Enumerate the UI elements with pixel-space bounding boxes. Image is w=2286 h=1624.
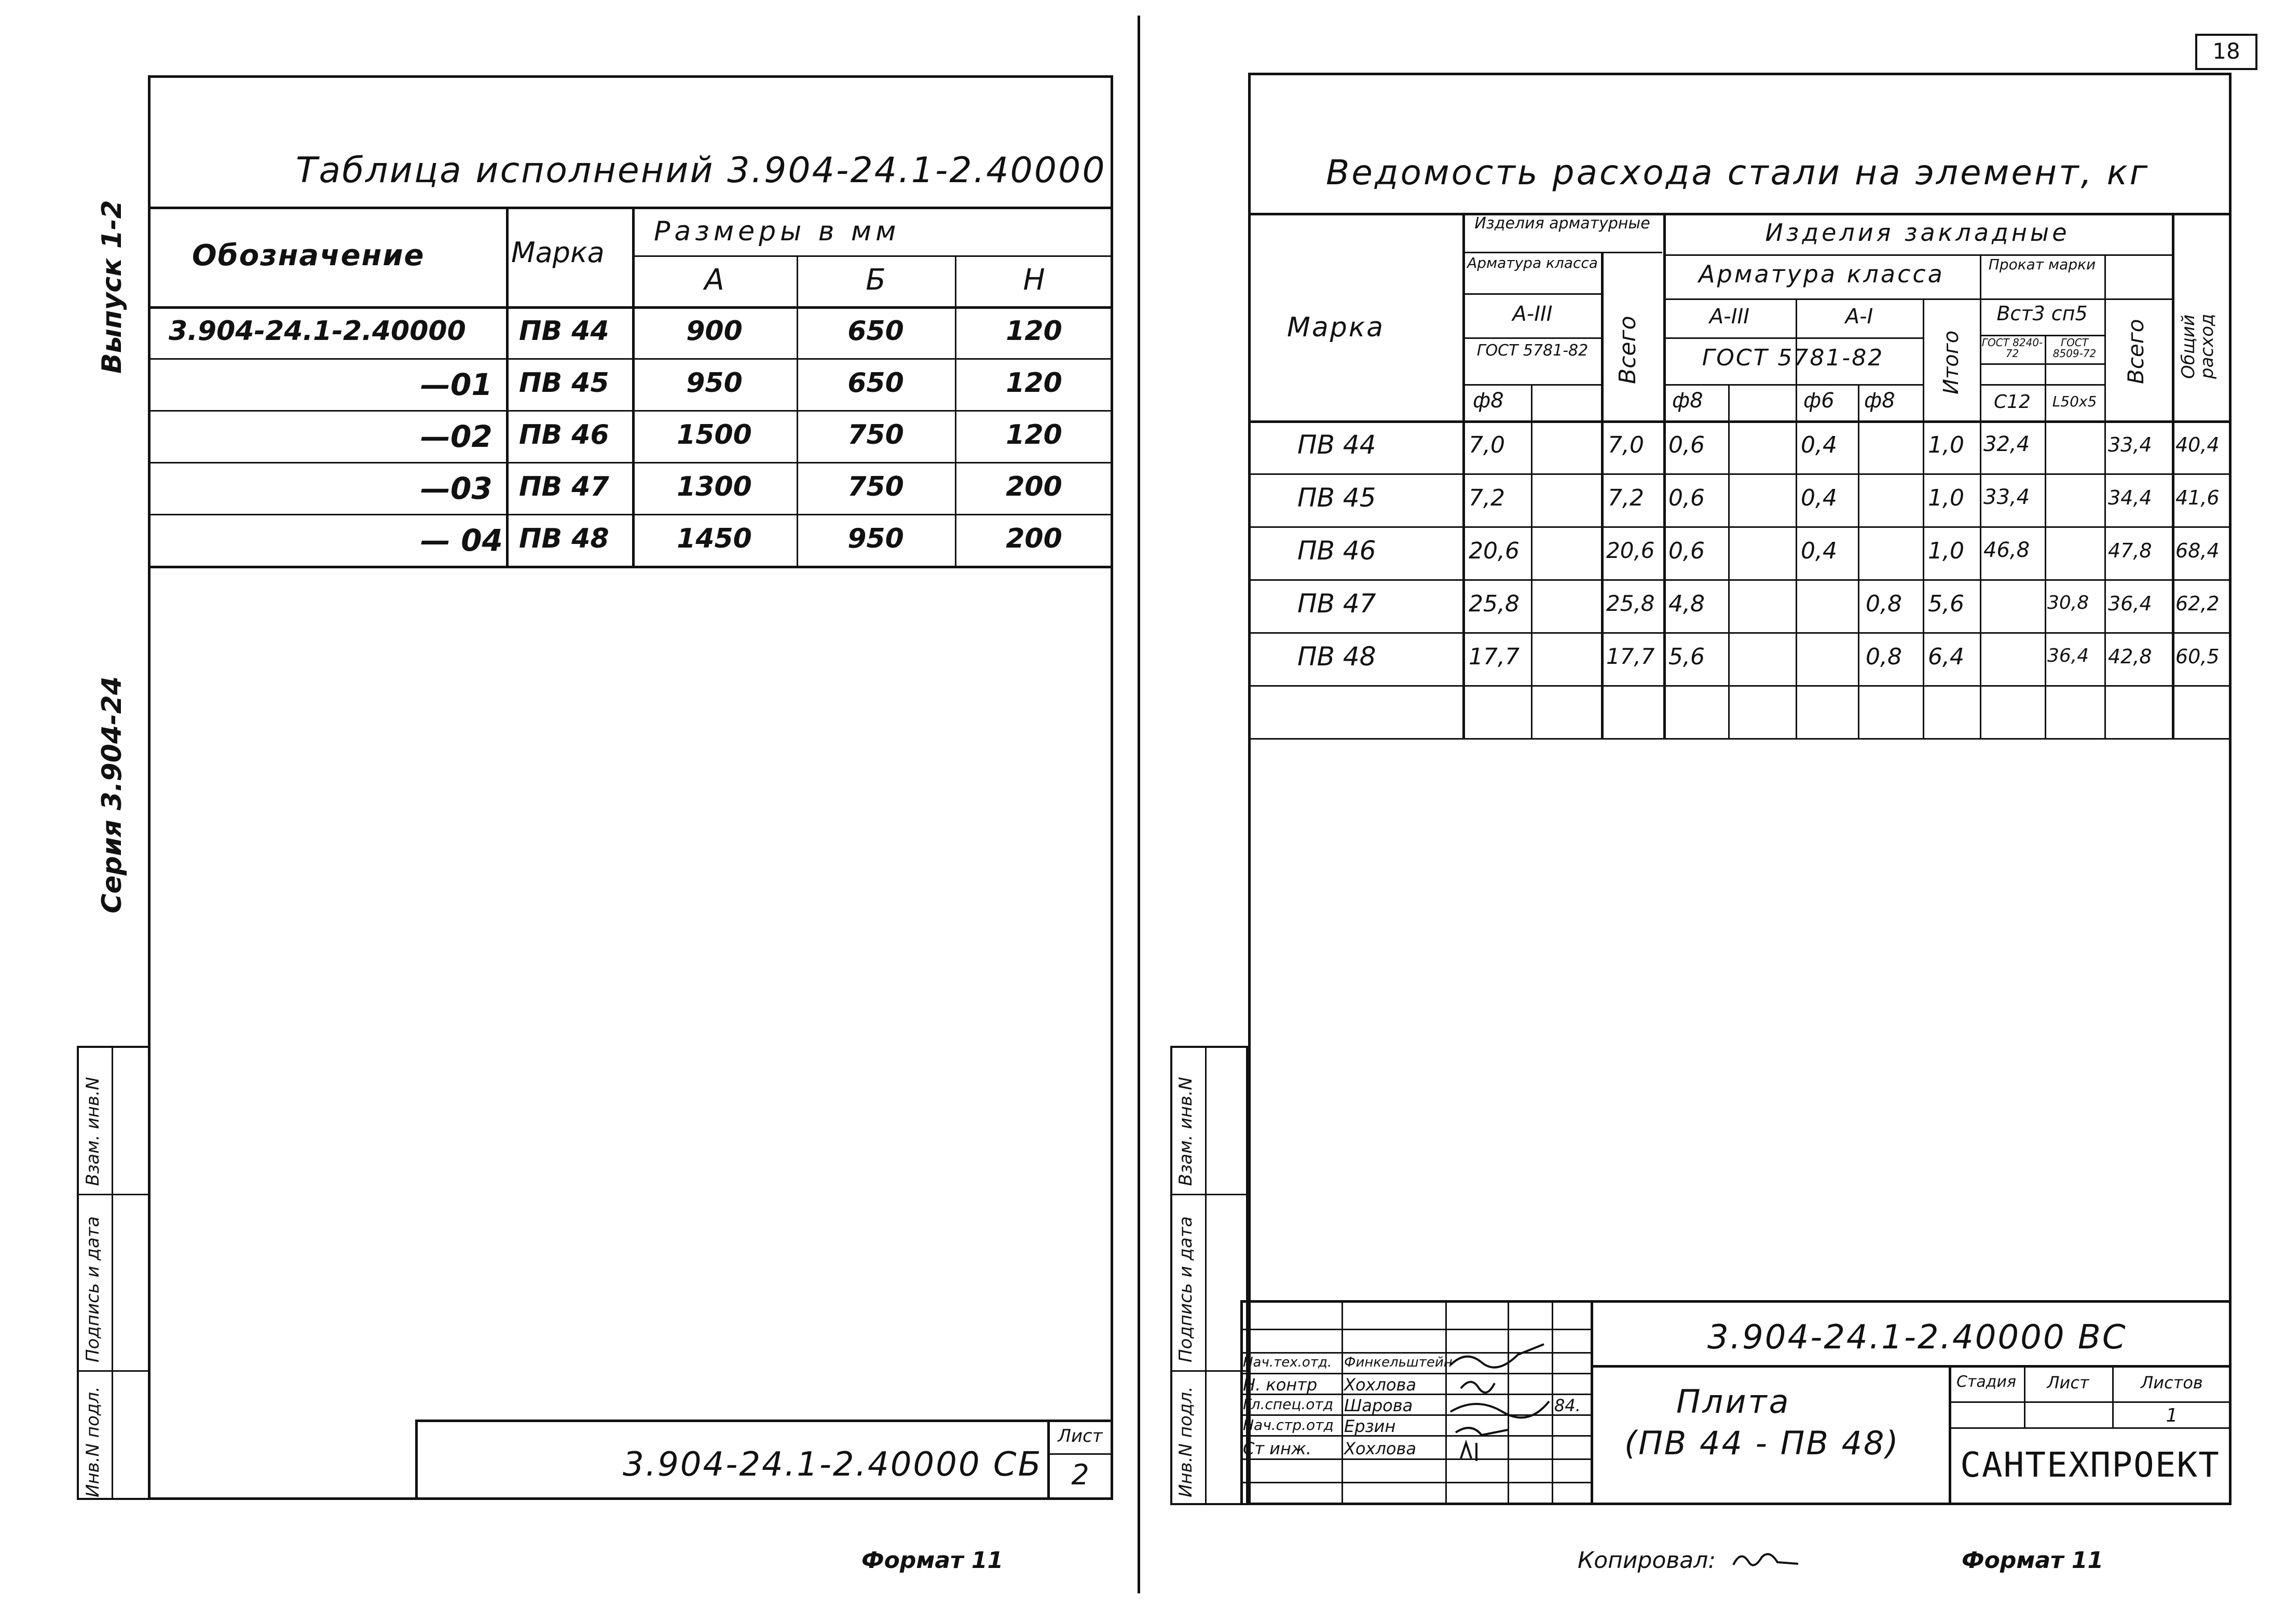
row-l50: 30,8 [2047, 592, 2089, 613]
right-header-gost: ГОСТ 5781-82 [1476, 342, 1589, 360]
stamp-name: Финкельштейн [1344, 1355, 1453, 1370]
left-side-seriya: Серия 3.904-24 [97, 676, 128, 913]
row-a3: 17,7 [1469, 644, 1520, 670]
row-designation: —01 [420, 367, 492, 402]
row-a3b: 0,6 [1668, 485, 1705, 511]
row-h: 120 [1006, 367, 1062, 399]
right-header-total: Всего [1614, 316, 1641, 384]
row-itogo: 1,0 [1928, 538, 1964, 564]
row-overall: 60,5 [2175, 645, 2220, 668]
stamp-role: Нач.стр.отд [1243, 1416, 1334, 1434]
row-designation: 3.904-24.1-2.40000 [169, 316, 466, 347]
row-h: 120 [1006, 419, 1062, 451]
row-tot1: 7,0 [1608, 432, 1644, 458]
row-a3: 25,8 [1469, 591, 1520, 617]
row-a: 1450 [677, 523, 752, 554]
right-header-phi8c: ф8 [1864, 389, 1895, 413]
row-mark: ПВ 44 [1297, 430, 1376, 460]
right-header-c12: С12 [1994, 391, 2031, 413]
stamp-name: Шарова [1344, 1396, 1413, 1415]
row-itogo: 5,6 [1928, 591, 1964, 617]
left-header-b: Б [866, 263, 886, 297]
row-mark: ПВ 44 [519, 316, 609, 347]
row-itogo: 1,0 [1928, 432, 1964, 458]
left-footer-code: 3.904-24.1-2.40000 СБ [623, 1445, 1043, 1484]
right-header-gost8240: ГОСТ 8240-72 [1981, 336, 2043, 360]
row-tot1: 20,6 [1606, 538, 1655, 563]
left-header-designation: Обозначение [192, 239, 425, 272]
right-header-a3b: А-III [1709, 305, 1750, 329]
row-mark: ПВ 47 [519, 471, 609, 502]
left-header-h: Н [1023, 263, 1045, 297]
row-h: 200 [1006, 471, 1062, 502]
row-b: 650 [847, 367, 904, 399]
row-c12: 32,4 [1983, 432, 2030, 456]
row-a: 1300 [677, 471, 752, 502]
right-stamp-vzam: Взам. инв.N [1175, 1076, 1196, 1186]
left-stamp-inv: Инв.N подл. [83, 1386, 103, 1497]
right-header-mark: Марка [1287, 312, 1385, 343]
left-side-vypusk: Выпуск 1-2 [97, 200, 128, 374]
right-stamp-sheet-label: Лист [2047, 1373, 2089, 1393]
row-tot2: 47,8 [2108, 539, 2152, 562]
row-h: 200 [1006, 523, 1062, 554]
right-header-itogo: Итого [1939, 330, 1963, 394]
row-designation: —02 [420, 419, 492, 454]
row-mark: ПВ 46 [519, 419, 609, 451]
row-a1-6: 0,4 [1801, 432, 1837, 458]
row-a3: 7,2 [1469, 485, 1505, 511]
left-title: Таблица исполнений 3.904-24.1-2.40000 [296, 150, 1106, 191]
signature-scribbles [1445, 1339, 1554, 1474]
row-l50: 36,4 [2047, 645, 2089, 666]
right-header-gost2: ГОСТ 5781-82 [1702, 345, 1884, 371]
right-stamp-code: 3.904-24.1-2.40000 ВС [1707, 1318, 2127, 1357]
row-b: 950 [847, 523, 904, 554]
stamp-year: 84. [1554, 1396, 1581, 1415]
left-sheet-number: 2 [1071, 1458, 1089, 1491]
right-header-rolled: Прокат марки [1988, 256, 2096, 273]
row-itogo: 1,0 [1928, 485, 1964, 511]
copied-signature [1731, 1544, 1803, 1575]
row-a: 900 [686, 316, 743, 347]
right-header-total2: Всего [2123, 319, 2148, 384]
row-a1-8: 0,8 [1866, 591, 1902, 617]
row-a3: 20,6 [1469, 538, 1520, 564]
stamp-name: Хохлова [1344, 1439, 1416, 1458]
row-tot2: 42,8 [2108, 645, 2152, 668]
right-format: Формат 11 [1962, 1547, 2104, 1574]
row-a3: 7,0 [1469, 432, 1505, 458]
right-header-gost8509: ГОСТ 8509-72 [2052, 336, 2097, 360]
stamp-name: Ерзин [1344, 1416, 1396, 1436]
row-b: 650 [847, 316, 904, 347]
right-header-phi8: ф8 [1473, 389, 1504, 413]
row-tot1: 25,8 [1606, 591, 1655, 616]
stamp-role: Н. контр [1243, 1375, 1318, 1395]
right-stamp-sheets-value: 1 [2166, 1405, 2178, 1426]
right-header-reinf-class: Арматура класса [1467, 254, 1598, 271]
left-header-mark: Марка [511, 236, 605, 269]
row-c12: 46,8 [1983, 538, 2030, 562]
right-stamp-signature: Подпись и дата [1175, 1216, 1196, 1362]
right-header-a1: А-I [1845, 305, 1873, 329]
right-header-phi6: ф6 [1803, 389, 1835, 413]
row-a3b: 0,6 [1668, 432, 1705, 458]
row-overall: 68,4 [2175, 539, 2220, 562]
right-header-l50: L50х5 [2052, 393, 2097, 410]
row-designation: — 04 [420, 523, 503, 558]
right-header-reinf-products: Изделия арматурные [1474, 214, 1650, 233]
page-number: 18 [2212, 38, 2240, 64]
row-designation: —03 [420, 471, 492, 506]
row-mark: ПВ 48 [1297, 642, 1376, 672]
row-a: 950 [686, 367, 743, 399]
row-a1-8: 0,8 [1866, 644, 1902, 670]
row-tot2: 36,4 [2108, 592, 2152, 615]
right-copied: Копировал: [1578, 1547, 1716, 1574]
right-header-armature-class: Арматура класса [1699, 260, 1945, 288]
row-a3b: 5,6 [1668, 644, 1705, 670]
row-tot1: 17,7 [1606, 644, 1655, 669]
right-header-a3: А-III [1512, 302, 1553, 326]
row-mark: ПВ 45 [1297, 483, 1376, 513]
left-sheet-label: Лист [1058, 1426, 1103, 1446]
row-mark: ПВ 46 [1297, 536, 1376, 566]
row-a1-6: 0,4 [1801, 538, 1837, 564]
row-h: 120 [1006, 316, 1062, 347]
row-b: 750 [847, 419, 904, 451]
right-title: Ведомость расхода стали на элемент, кг [1326, 153, 2150, 193]
row-overall: 40,4 [2175, 433, 2220, 456]
left-stamp-vzam: Взам. инв.N [83, 1076, 103, 1186]
right-header-st3: Вст3 сп5 [1996, 302, 2088, 325]
right-header-phi8b: ф8 [1672, 389, 1703, 413]
row-a1-6: 0,4 [1801, 485, 1837, 511]
left-stamp-signature: Подпись и дата [83, 1216, 103, 1362]
left-header-a: А [704, 263, 724, 297]
right-stamp-inv: Инв.N подл. [1175, 1386, 1196, 1497]
right-stamp-product-range: (ПВ 44 - ПВ 48) [1624, 1424, 1900, 1462]
right-header-embedded: Изделия закладные [1765, 219, 2070, 247]
row-tot2: 34,4 [2108, 486, 2152, 509]
row-mark: ПВ 47 [1297, 589, 1376, 619]
stamp-role: Гл.спец.отд [1243, 1396, 1334, 1413]
row-overall: 62,2 [2175, 592, 2220, 615]
stamp-role: Ст инж. [1243, 1439, 1311, 1458]
right-stamp-stage-label: Стадия [1956, 1373, 2017, 1391]
stamp-role: Нач.тех.отд. [1243, 1355, 1332, 1370]
left-header-sizes: Размеры в мм [654, 216, 900, 247]
row-a3b: 4,8 [1668, 591, 1705, 617]
row-tot1: 7,2 [1608, 485, 1644, 511]
row-mark: ПВ 48 [519, 523, 609, 554]
row-tot2: 33,4 [2108, 433, 2152, 456]
row-overall: 41,6 [2175, 486, 2220, 509]
right-header-overall: Общий расход [2178, 313, 2217, 379]
row-a: 1500 [677, 419, 752, 451]
right-stamp-org: САНТЕХПРОЕКТ [1960, 1445, 2220, 1485]
row-b: 750 [847, 471, 904, 502]
right-stamp-product-name: Плита [1676, 1383, 1791, 1421]
row-a3b: 0,6 [1668, 538, 1705, 564]
right-stamp-sheets-label: Листов [2141, 1373, 2203, 1393]
left-format: Формат 11 [861, 1547, 1004, 1574]
row-mark: ПВ 45 [519, 367, 609, 399]
row-itogo: 6,4 [1928, 644, 1964, 670]
row-c12: 33,4 [1983, 485, 2030, 509]
stamp-name: Хохлова [1344, 1375, 1416, 1395]
